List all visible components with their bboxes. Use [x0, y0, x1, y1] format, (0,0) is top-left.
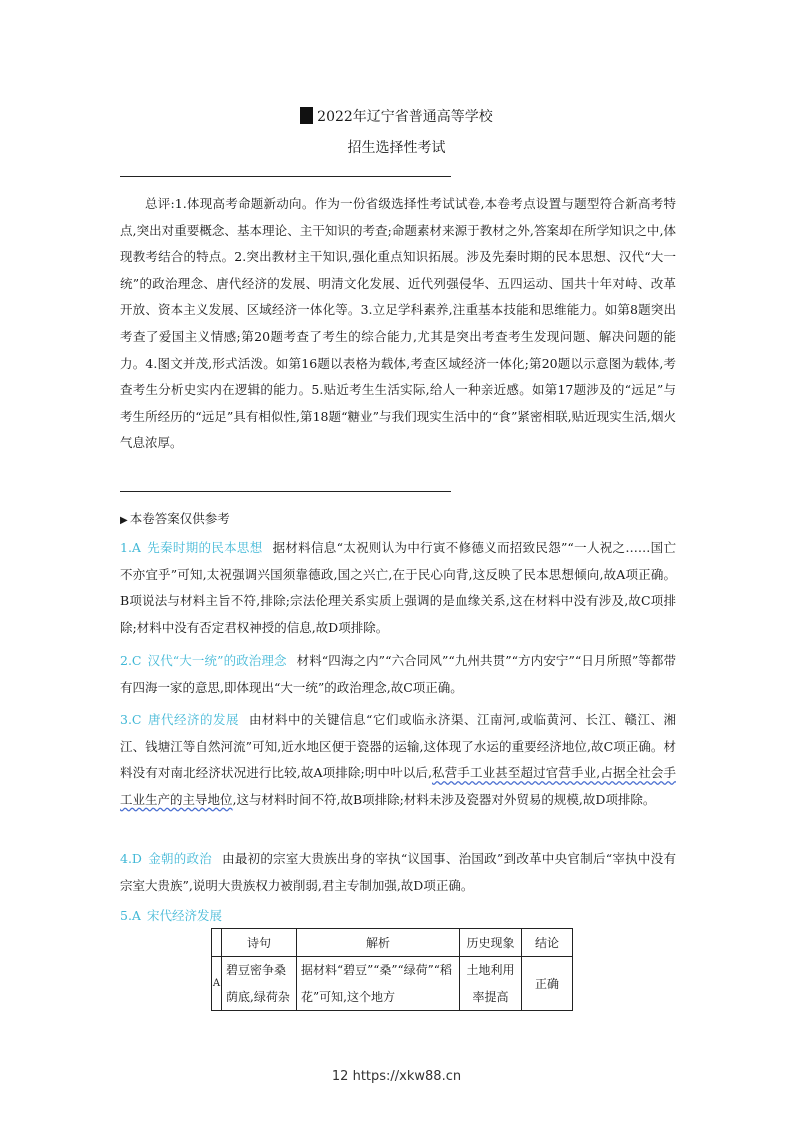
table-header-blank — [212, 929, 222, 957]
title-line-1 — [0, 106, 793, 126]
answer-topic: 金朝的政治 — [147, 851, 213, 866]
table-cell-conclusion: 正确 — [522, 957, 573, 1011]
answer-number: 3.C — [120, 712, 142, 727]
answer-4 — [120, 846, 676, 899]
table-cell-analysis: 据材料“碧豆”“桑”“绿荷”“稻花”可知,这个地方 — [297, 957, 460, 1011]
answer-number: 4.D — [120, 851, 142, 866]
title-text-1: 2022年辽宁省普通高等学校 — [317, 109, 493, 125]
answer-3 — [120, 707, 676, 813]
table-header: 诗句 — [222, 929, 297, 957]
table-header: 结论 — [522, 929, 573, 957]
table-row — [212, 957, 573, 1011]
table-header: 解析 — [297, 929, 460, 957]
triangle-icon: ▶ — [120, 515, 128, 526]
footer-url: https://xkw88.cn — [352, 1069, 462, 1084]
answer-note — [120, 509, 230, 531]
answer-number: 2.C — [120, 653, 142, 668]
table-cell-phenomenon: 土地利用率提高 — [460, 957, 522, 1011]
answer-topic: 汉代“大一统”的政治理念 — [147, 653, 287, 668]
table-header: 历史现象 — [460, 929, 522, 957]
answer-2 — [120, 648, 676, 701]
answer-topic: 先秦时期的民本思想 — [146, 540, 263, 555]
summary-paragraph: 总评:1.体现高考命题新动向。作为一份省级选择性考试试卷,本卷考点设置与题型符合新高考特点,突出对重要概念、基本理论、主干知识的考查;命题素材来源于教材之外,答案却在所学知识之中,体现教考结合的特点。2.突出教材主干知识,强化重点知识拓展。涉及先秦时期的民本思想、汉代“大一统”的政治理念、唐代经济的发展、明清文化发展、近代列强侵华、五四运动、国共十年对峙、改革开放、资本主义发展、区域经济一体化等。3.立足学科素养,注重基本技能和思维能力。如第8题突出考查了爱国主义情感;第20题考查了考生的综合能力,尤其是突出考查考生发现问题、解决问题的能力。4.图文并茂,形式活泼。如第16题以表格为载体,考查区域经济一体化;第20题以示意图为载体,考查考生分析史实内在逻辑的能力。5.贴近考生生活实际,给人一种亲近感。如第17题涉及的“远足”与考生所经历的“远足”具有相似性,第18题“糖业”与我们现实生活中的“食”紧密相联,贴近现实生活,烟火气息浓厚。 — [120, 196, 676, 451]
table-cell-option: A — [212, 957, 222, 1011]
answer-5-table — [211, 928, 573, 1011]
answer-text-end: ,这与材料时间不符,故B项排除;材料未涉及瓷器对外贸易的规模,故D项排除。 — [232, 791, 656, 807]
title-line-2: 招生选择性考试 — [347, 140, 446, 156]
answer-text: 材料“四海之内”“六合同风”“九州共贯”“方内安宁”“日月所照”等都带有四海一家的意思,即体现出“大一统”的政治理念,故C项正确。 — [120, 653, 677, 695]
answer-text: 由最初的宗室大贵族出身的宰执“议国事、治国政”到改革中央官制后“宰执中没有宗室大贵族”,说明大贵族权力被削弱,君主专制加强,故D项正确。 — [120, 851, 676, 893]
wavy-underlined-text: 私营手工业甚至超过官营手业,占据全社会手工业生产的主导地位 — [120, 765, 676, 807]
answer-topic: 宋代经济发展 — [146, 908, 222, 923]
top-divider — [120, 176, 451, 177]
black-block-icon — [300, 107, 313, 124]
answer-1 — [120, 535, 676, 641]
answer-text: 由材料中的关键信息“它们或临永济渠、江南河,或临黄河、长江、赣江、湘江、钱塘江等自然河流”可知,近水地区便于瓷器的运输,这体现了水运的重要经济地位,故C项正确。材料没有对南北经济状况进行比较,故A项排除;明中叶以后, — [120, 712, 676, 781]
answer-number: 5.A — [120, 908, 141, 923]
bottom-divider — [120, 491, 451, 492]
table-cell-poem: 碧豆密争桑荫底,绿荷杂 — [222, 957, 297, 1011]
table-header-row — [212, 929, 573, 957]
answer-5 — [120, 903, 676, 930]
answer-number: 1.A — [120, 540, 141, 555]
answer-topic: 唐代经济的发展 — [147, 712, 240, 727]
answer-note-text: 本卷答案仅供参考 — [129, 511, 230, 526]
page-footer — [0, 1069, 793, 1084]
answer-text: 据材料信息“太祝则认为中行寅不修德义而招致民怨”“一人祝之……国亡不亦宜乎”可知,太祝强调兴国须靠德政,国之兴亡,在于民心向背,这反映了民本思想倾向,故A项正确。B项说法与材料主旨不符,排除;宗法伦理关系实质上强调的是血缘关系,这在材料中没有涉及,故C项排除;材料中没有否定君权神授的信息,故D项排除。 — [120, 540, 676, 635]
page-number: 12 — [331, 1069, 349, 1084]
